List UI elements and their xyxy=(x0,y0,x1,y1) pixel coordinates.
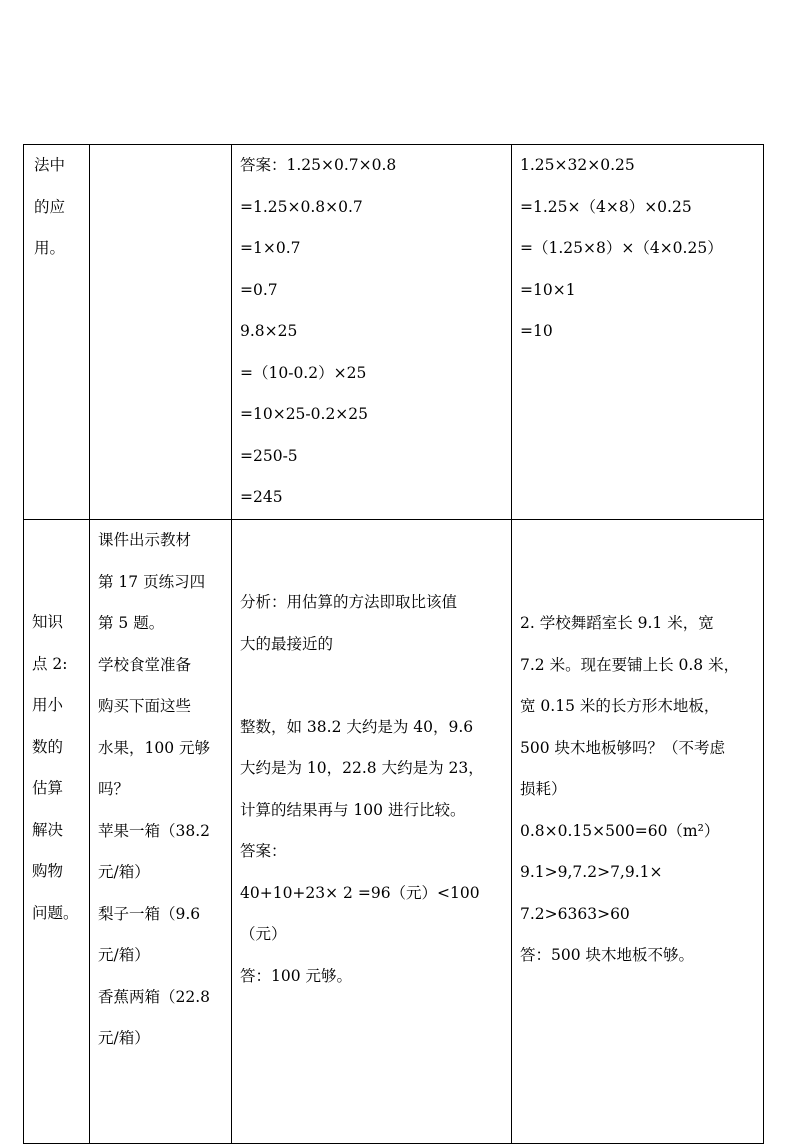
analysis-part-b xyxy=(232,707,511,998)
text-line: 点 2: xyxy=(32,654,68,673)
text-line: 解决 xyxy=(32,820,64,839)
text-line: =0.7 xyxy=(240,280,278,299)
text-line: 元/箱） xyxy=(98,1029,150,1047)
text-line: 吗？ xyxy=(98,780,130,798)
text-line: 计算的结果再与 100 进行比较。 xyxy=(240,800,466,819)
text-line: 7.2 米。现在要铺上长 0.8 米， xyxy=(520,655,740,674)
text-line: 香蕉两箱（22.8 xyxy=(98,987,211,1006)
analysis-part-a xyxy=(232,582,511,665)
text-line: 学校食堂准备 xyxy=(98,655,192,674)
text-line: 9.1>9,7.2>7,9.1× xyxy=(520,863,663,881)
text-line: =10 xyxy=(520,322,553,340)
analysis-cell xyxy=(232,145,512,520)
text-line: 大约是为 10，22.8 大约是为 23， xyxy=(240,759,484,777)
text-line: 大的最接近的 xyxy=(240,634,334,653)
text-line: =10×25-0.2×25 xyxy=(240,405,369,423)
activity-cell xyxy=(90,145,232,520)
text-line: 知识 xyxy=(32,613,64,631)
text-line: =245 xyxy=(240,488,283,506)
exercise-cell xyxy=(512,520,764,1144)
text-line: 分析：用估算的方法即取比该值 xyxy=(240,593,458,611)
text-line: 元/箱） xyxy=(98,863,150,881)
text-line: 9.8×25 xyxy=(240,322,298,340)
text-line: 2. 学校舞蹈室长 9.1 米，宽 xyxy=(520,614,714,632)
text-line: 梨子一箱（9.6 xyxy=(98,904,201,923)
text-line: 第 5 题。 xyxy=(98,614,165,632)
text-line: 用小 xyxy=(32,696,64,714)
text-line: =1.25×0.8×0.7 xyxy=(240,197,363,216)
text-line: 估算 xyxy=(32,779,64,797)
text-line: （元） xyxy=(240,925,287,943)
exercise-cell xyxy=(512,145,764,520)
text-line: 答案： xyxy=(240,842,287,860)
text-line: =10×1 xyxy=(520,280,576,299)
text-line: 元/箱） xyxy=(98,946,150,964)
table-row xyxy=(24,145,764,520)
text-line: 0.8×0.15×500=60（m²） xyxy=(520,821,720,840)
text-line: 用。 xyxy=(34,239,66,257)
blank-line xyxy=(232,665,511,707)
text-line: 课件出示教材 xyxy=(98,531,192,549)
text-line: 的应 xyxy=(34,197,66,216)
text-line: 宽 0.15 米的长方形木地板， xyxy=(520,697,720,715)
text-line: 购买下面这些 xyxy=(98,697,192,715)
text-line: =250-5 xyxy=(240,446,298,465)
analysis-cell xyxy=(232,520,512,1144)
text-line: 答：100 元够。 xyxy=(240,966,353,985)
activity-cell xyxy=(90,520,232,1144)
text-line: =（10-0.2）×25 xyxy=(240,363,367,382)
text-line: 水果，100 元够 xyxy=(98,738,211,757)
text-line: 购物 xyxy=(32,862,64,880)
text-line: 答：500 块木地板不够。 xyxy=(520,946,695,964)
text-line: 整数，如 38.2 大约是为 40，9.6 xyxy=(240,717,474,736)
topic-cell xyxy=(24,145,90,520)
text-line: 40+10+23× 2 =96（元）<100 xyxy=(240,883,480,902)
text-line: =1.25×（4×8）×0.25 xyxy=(520,197,692,216)
table-row xyxy=(24,520,764,1144)
text-line: =1×0.7 xyxy=(240,239,301,257)
text-line: 法中 xyxy=(34,156,66,174)
topic-cell xyxy=(24,520,90,1144)
text-line: 第 17 页练习四 xyxy=(98,572,206,591)
text-line: 7.2>6363>60 xyxy=(520,904,630,923)
text-line: 500 块木地板够吗？（不考虑 xyxy=(520,738,726,757)
lesson-table xyxy=(23,144,764,1144)
text-line: 答案：1.25×0.7×0.8 xyxy=(240,156,397,174)
text-line: =（1.25×8）×（4×0.25） xyxy=(520,239,723,257)
text-line: 损耗） xyxy=(520,780,567,798)
text-line: 1.25×32×0.25 xyxy=(520,156,635,174)
text-line: 问题。 xyxy=(32,903,79,922)
text-line: 苹果一箱（38.2 xyxy=(98,821,211,840)
text-line: 数的 xyxy=(32,737,64,756)
